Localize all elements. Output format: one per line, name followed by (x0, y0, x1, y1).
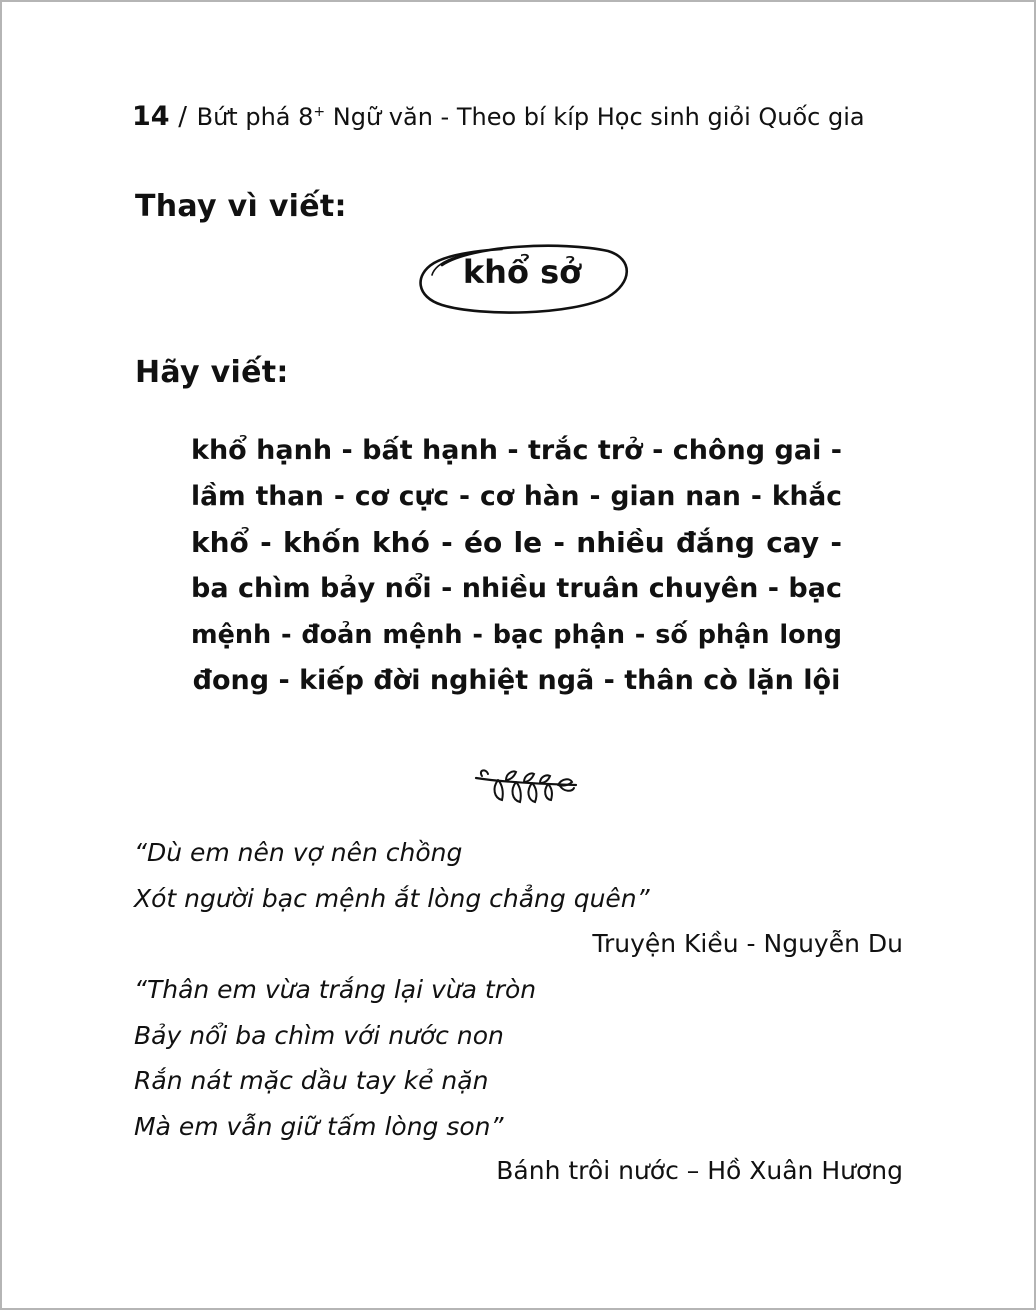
synonym-line: lầm than - cơ cực - cơ hàn - gian nan - khắc (191, 481, 842, 512)
quote-source: Bánh trôi nước – Hồ Xuân Hương (496, 1156, 903, 1185)
poem-line: Xót người bạc mệnh ắt lòng chẳng quên” (134, 883, 650, 913)
synonym-line: khổ - khốn khó - éo le - nhiều đắng cay - (191, 526, 842, 559)
poem-line: “Dù em nên vợ nên chồng (134, 838, 463, 867)
book-title-superscript: + (313, 104, 326, 120)
synonym-line: khổ hạnh - bất hạnh - trắc trở - chông gai - (191, 435, 842, 466)
page-number: 14 (132, 101, 170, 132)
circled-word (412, 235, 636, 319)
poem-line: “Thân em vừa trắng lại vừa tròn (134, 975, 537, 1004)
quote-banh-troi-nuoc (134, 967, 536, 1149)
header-separator: / (178, 102, 187, 132)
synonym-line: đong - kiếp đời nghiệt ngã - thân cò lặn lội (192, 665, 841, 696)
instead-label: Thay vì viết: (135, 189, 347, 224)
synonym-line: mệnh - đoản mệnh - bạc phận - số phận long (191, 620, 842, 650)
quote-source: Truyện Kiều - Nguyễn Du (592, 929, 903, 958)
quote-kieu (134, 830, 650, 921)
book-title-suffix: Ngữ văn - Theo bí kíp Học sinh giỏi Quốc gia (325, 103, 865, 131)
leaf-branch-divider-icon (472, 764, 580, 806)
poem-line: Rắn nát mặc dầu tay kẻ nặn (134, 1066, 489, 1095)
book-title-prefix: Bứt phá 8 (196, 103, 314, 131)
poem-line: Bảy nổi ba chìm với nước non (134, 1020, 504, 1050)
running-header (132, 100, 865, 134)
poem-line: Mà em vẫn giữ tấm lòng son” (134, 1111, 504, 1141)
synonym-line: ba chìm bảy nổi - nhiều truân chuyên - bạc (191, 573, 842, 604)
write-label: Hãy viết: (135, 355, 289, 390)
original-word: khổ sở (462, 253, 582, 291)
